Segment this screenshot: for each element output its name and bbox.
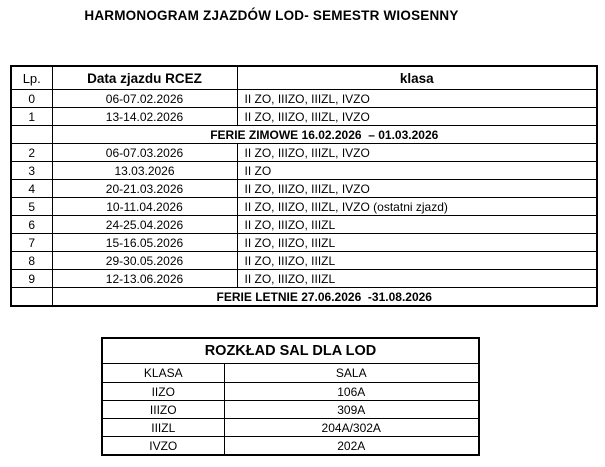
klasa-cell: II ZO, IIIZO, IIIZL	[237, 270, 597, 288]
date-cell: 10-11.04.2026	[52, 198, 237, 216]
rooms-table-body	[102, 383, 479, 456]
schedule-row	[11, 180, 597, 198]
lp-cell: 4	[11, 180, 52, 198]
klasa-cell: II ZO, IIIZO, IIIZL, IVZO	[237, 108, 597, 126]
lp-cell: 1	[11, 108, 52, 126]
schedule-row	[11, 216, 597, 234]
date-cell: 29-30.05.2026	[52, 252, 237, 270]
rooms-row	[102, 401, 479, 419]
schedule-break-row	[11, 126, 597, 144]
lp-cell: 2	[11, 144, 52, 162]
date-cell: 15-16.05.2026	[52, 234, 237, 252]
lp-cell: 8	[11, 252, 52, 270]
break-label: FERIE LETNIE 27.06.2026 -31.08.2026	[52, 288, 597, 307]
klasa-cell: II ZO, IIIZO, IIIZL	[237, 234, 597, 252]
date-cell: 06-07.03.2026	[52, 144, 237, 162]
klasa-cell: II ZO, IIIZO, IIIZL, IVZO (ostatni zjazd)	[237, 198, 597, 216]
rooms-row	[102, 383, 479, 401]
break-empty-lp-cell	[11, 288, 52, 307]
schedule-header-date: Data zjazdu RCEZ	[52, 66, 237, 90]
lp-cell: 0	[11, 90, 52, 108]
schedule-row	[11, 252, 597, 270]
date-cell: 06-07.02.2026	[52, 90, 237, 108]
schedule-table-body	[11, 90, 597, 307]
date-cell: 24-25.04.2026	[52, 216, 237, 234]
rooms-klasa-cell: IIIZO	[102, 401, 224, 419]
rooms-sala-cell: 204A/302A	[224, 419, 479, 437]
rooms-klasa-cell: IIZO	[102, 383, 224, 401]
lp-cell: 6	[11, 216, 52, 234]
schedule-header-lp: Lp.	[11, 66, 52, 90]
rooms-header-row	[102, 364, 479, 383]
rooms-header-klasa: KLASA	[102, 364, 224, 383]
klasa-cell: II ZO, IIIZO, IIIZL	[237, 216, 597, 234]
klasa-cell: II ZO, IIIZO, IIIZL, IVZO	[237, 90, 597, 108]
date-cell: 12-13.06.2026	[52, 270, 237, 288]
schedule-break-row	[11, 288, 597, 307]
schedule-header-row	[11, 66, 597, 90]
date-cell: 13-14.02.2026	[52, 108, 237, 126]
rooms-table	[101, 337, 480, 456]
rooms-title-row	[102, 338, 479, 364]
rooms-klasa-cell: IIIZL	[102, 419, 224, 437]
lp-cell: 3	[11, 162, 52, 180]
lp-cell: 9	[11, 270, 52, 288]
schedule-header-klasa: klasa	[237, 66, 597, 90]
schedule-row	[11, 90, 597, 108]
break-empty-lp-cell	[11, 126, 52, 144]
date-cell: 20-21.03.2026	[52, 180, 237, 198]
schedule-row	[11, 270, 597, 288]
date-cell: 13.03.2026	[52, 162, 237, 180]
klasa-cell: II ZO	[237, 162, 597, 180]
rooms-header-sala: SALA	[224, 364, 479, 383]
rooms-table-title: ROZKŁAD SAL DLA LOD	[102, 338, 479, 364]
page-title: HARMONOGRAM ZJAZDÓW LOD- SEMESTR WIOSENNY	[84, 8, 459, 23]
rooms-klasa-cell: IVZO	[102, 437, 224, 456]
lp-cell: 5	[11, 198, 52, 216]
klasa-cell: II ZO, IIIZO, IIIZL, IVZO	[237, 144, 597, 162]
break-label: FERIE ZIMOWE 16.02.2026 – 01.03.2026	[52, 126, 597, 144]
schedule-table	[10, 65, 598, 307]
lp-cell: 7	[11, 234, 52, 252]
schedule-row	[11, 198, 597, 216]
schedule-row	[11, 144, 597, 162]
rooms-row	[102, 419, 479, 437]
rooms-sala-cell: 202A	[224, 437, 479, 456]
klasa-cell: II ZO, IIIZO, IIIZL, IVZO	[237, 180, 597, 198]
schedule-row	[11, 234, 597, 252]
schedule-row	[11, 162, 597, 180]
rooms-sala-cell: 309A	[224, 401, 479, 419]
klasa-cell: II ZO, IIIZO, IIIZL	[237, 252, 597, 270]
rooms-sala-cell: 106A	[224, 383, 479, 401]
schedule-row	[11, 108, 597, 126]
rooms-row	[102, 437, 479, 456]
